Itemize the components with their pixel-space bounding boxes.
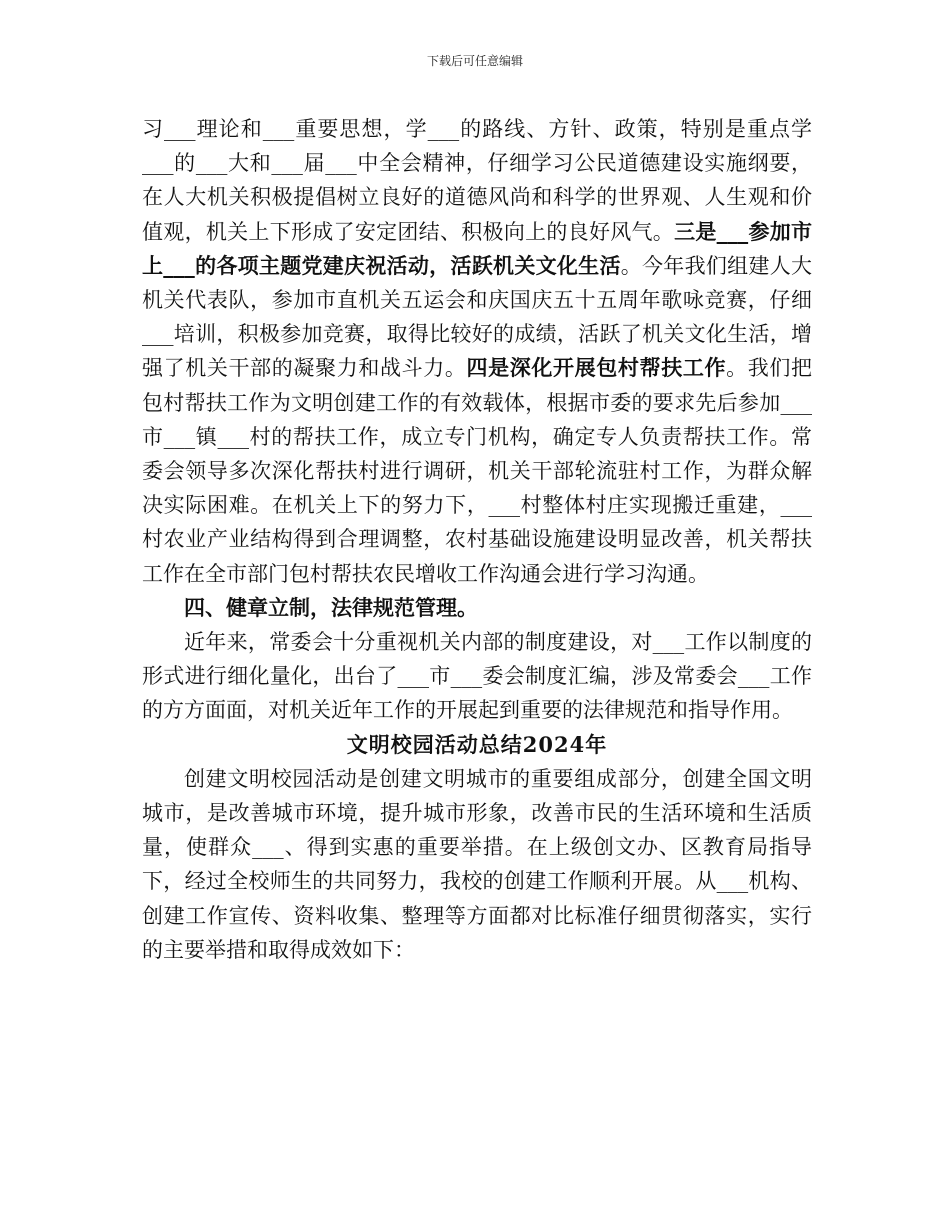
document-body xyxy=(142,112,812,967)
bold-point-three: 三是___参加市上___的各项主题党建庆祝活动，活跃机关文化生活 xyxy=(142,218,813,278)
section-heading-four: 四、健章立制，法律规范管理。 xyxy=(184,594,478,620)
paragraph-text: 。我们把包村帮扶工作为文明创建工作的有效载体，根据市委的要求先后参加___市___镇___村的帮扶工作，成立专门机构，确定专人负责帮扶工作。常委会领导多次深化帮扶村进行调研，机关干部轮流驻村工作，为群众解决实际困难。在机关上下的努力下，___村整体村庄实现搬迁重建，___村农业产业结构得到合理调整，农村基础设施建设明显改善，机关帮扶工作在全市部门包村帮扶农民增收工作沟通会进行学习沟通。 xyxy=(142,356,813,586)
paragraph-text: 。今年我们组建人大机关代表队，参加市直机关五运会和庆国庆五十五周年歌咏竞赛，仔细___培训，积极参加竞赛，取得比较好的成绩，活跃了机关文化生活，增强了机关干部的凝聚力和战斗力。 xyxy=(142,253,813,381)
bold-point-four: 四是深化开展包村帮扶工作 xyxy=(466,355,727,381)
article-title: 文明校园活动总结2024年 xyxy=(346,731,608,757)
paragraph-section3 xyxy=(142,112,812,591)
paragraph-article2: 创建文明校园活动是创建文明城市的重要组成部分，创建全国文明城市，是改善城市环境，提升城市形象，改善市民的生活环境和生活质量，使群众___、得到实惠的重要举措。在上级创文办、区教育局指导下，经过全校师生的共同努力，我校的创建工作顺利开展。从___机构、创建工作宣传、资料收集、整理等方面都对比标准仔细贯彻落实，实行的主要举措和取得成效如下： xyxy=(142,766,812,962)
paragraph-section4: 近年来，常委会十分重视机关内部的制度建设，对___工作以制度的形式进行细化量化，出台了___市___委会制度汇编，涉及常委会___工作的方方面面，对机关近年工作的开展起到重要的法律规范和指导作用。 xyxy=(142,630,812,723)
page-header: 下载后可任意编辑 xyxy=(426,54,523,68)
paragraph-text: 习___理论和___重要思想，学___的路线、方针、政策，特别是重点学___的___大和___届___中全会精神，仔细学习公民道德建设实施纲要，在人大机关积极提倡树立良好的道德风尚和科学的世界观、人生观和价值观，机关上下形成了安定团结、积极向上的良好风气。 xyxy=(142,117,812,244)
